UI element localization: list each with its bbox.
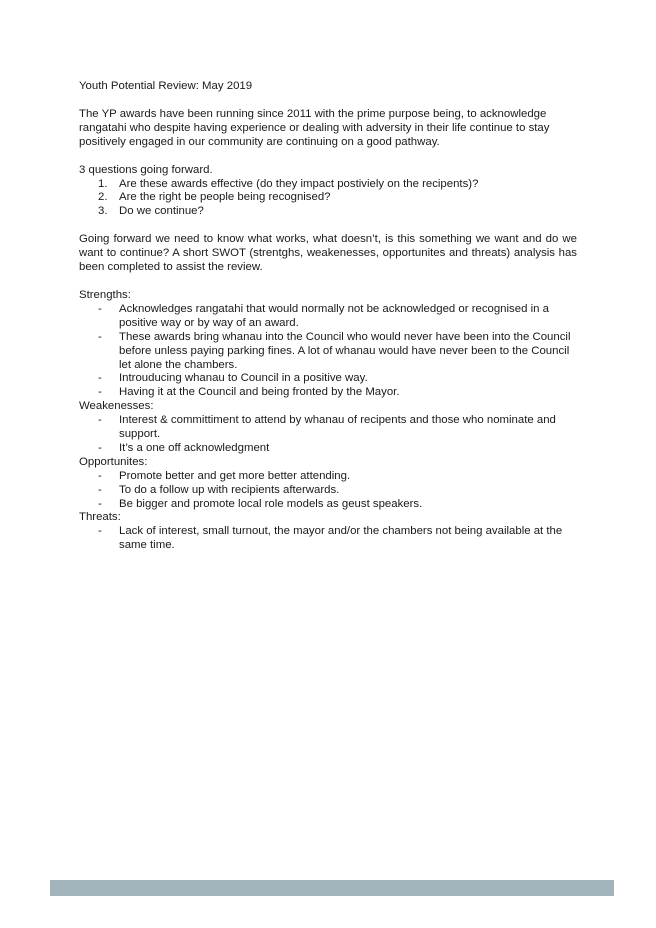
document-title: Youth Potential Review: May 2019 — [79, 80, 253, 92]
dash-bullet: - — [98, 386, 102, 399]
question-number: 3. — [98, 205, 108, 218]
list-item-text: Interest & committiment to attend by whanau of recipents and those who nominate and support. — [119, 414, 556, 441]
opportunities-list — [79, 470, 577, 512]
list-item — [79, 331, 577, 373]
list-item-text: Having it at the Council and being fronted by the Mayor. — [119, 386, 400, 399]
list-item — [79, 442, 577, 456]
list-item — [79, 470, 577, 484]
dash-bullet: - — [98, 372, 102, 385]
strengths-heading: Strengths: — [79, 288, 131, 301]
question-number: 1. — [98, 177, 108, 190]
list-item-text: These awards bring whanau into the Council who would never have been into the Council before unless paying parking fines. A lot of whanau would have never been to the Council let alone the chambers. — [119, 330, 571, 371]
question-text: Do we continue? — [119, 205, 204, 218]
dash-bullet: - — [98, 497, 102, 510]
question-text: Are these awards effective (do they impact postiviely on the recipents)? — [119, 177, 479, 190]
list-item-text: To do a follow up with recipients afterwards. — [119, 483, 340, 496]
footer-bar — [50, 880, 614, 896]
list-item — [79, 525, 577, 553]
swot-intro-paragraph: Going forward we need to know what works, what doesn’t, is this something we want and do we want to continue? A short SWOT (strentghs, weakenesses, opportunites and threats) analysis has been completed to assist the review. — [79, 233, 577, 274]
questions-heading: 3 questions going forward. — [79, 163, 213, 176]
opportunities-heading: Opportunites: — [79, 455, 148, 468]
list-item-text: Acknowledges rangatahi that would normally not be acknowledged or recognised in a positive way or by way of an award. — [119, 302, 549, 329]
dash-bullet: - — [98, 469, 102, 482]
list-item — [79, 414, 577, 442]
strengths-list — [79, 303, 577, 400]
threats-heading: Threats: — [79, 511, 121, 524]
dash-bullet: - — [98, 302, 102, 315]
list-item — [79, 372, 577, 386]
question-item — [79, 178, 577, 192]
weaknesses-heading: Weakenesses: — [79, 400, 154, 413]
list-item-text: Introuducing whanau to Council in a positive way. — [119, 372, 368, 385]
dash-bullet: - — [98, 483, 102, 496]
questions-list — [79, 178, 577, 220]
intro-paragraph: The YP awards have been running since 2011 with the prime purpose being, to acknowledge rangatahi who despite having experience or dealing with adversity in their life continue to stay positively engaged in our community are continuing on a good pathway. — [79, 107, 550, 148]
threats-list — [79, 525, 577, 553]
list-item — [79, 484, 577, 498]
list-item — [79, 386, 577, 400]
dash-bullet: - — [98, 441, 102, 454]
question-number: 2. — [98, 191, 108, 204]
question-text: Are the right be people being recognised? — [119, 191, 331, 204]
document-body — [79, 80, 577, 553]
dash-bullet: - — [98, 330, 102, 343]
list-item-text: It’s a one off acknowledgment — [119, 441, 270, 454]
dash-bullet: - — [98, 414, 102, 427]
list-item-text: Promote better and get more better attending. — [119, 469, 351, 482]
list-item — [79, 498, 577, 512]
list-item — [79, 303, 577, 331]
question-item — [79, 205, 577, 219]
weaknesses-list — [79, 414, 577, 456]
dash-bullet: - — [98, 525, 102, 538]
list-item-text: Lack of interest, small turnout, the mayor and/or the chambers not being available at the same time. — [119, 525, 563, 552]
list-item-text: Be bigger and promote local role models as geust speakers. — [119, 497, 423, 510]
question-item — [79, 191, 577, 205]
